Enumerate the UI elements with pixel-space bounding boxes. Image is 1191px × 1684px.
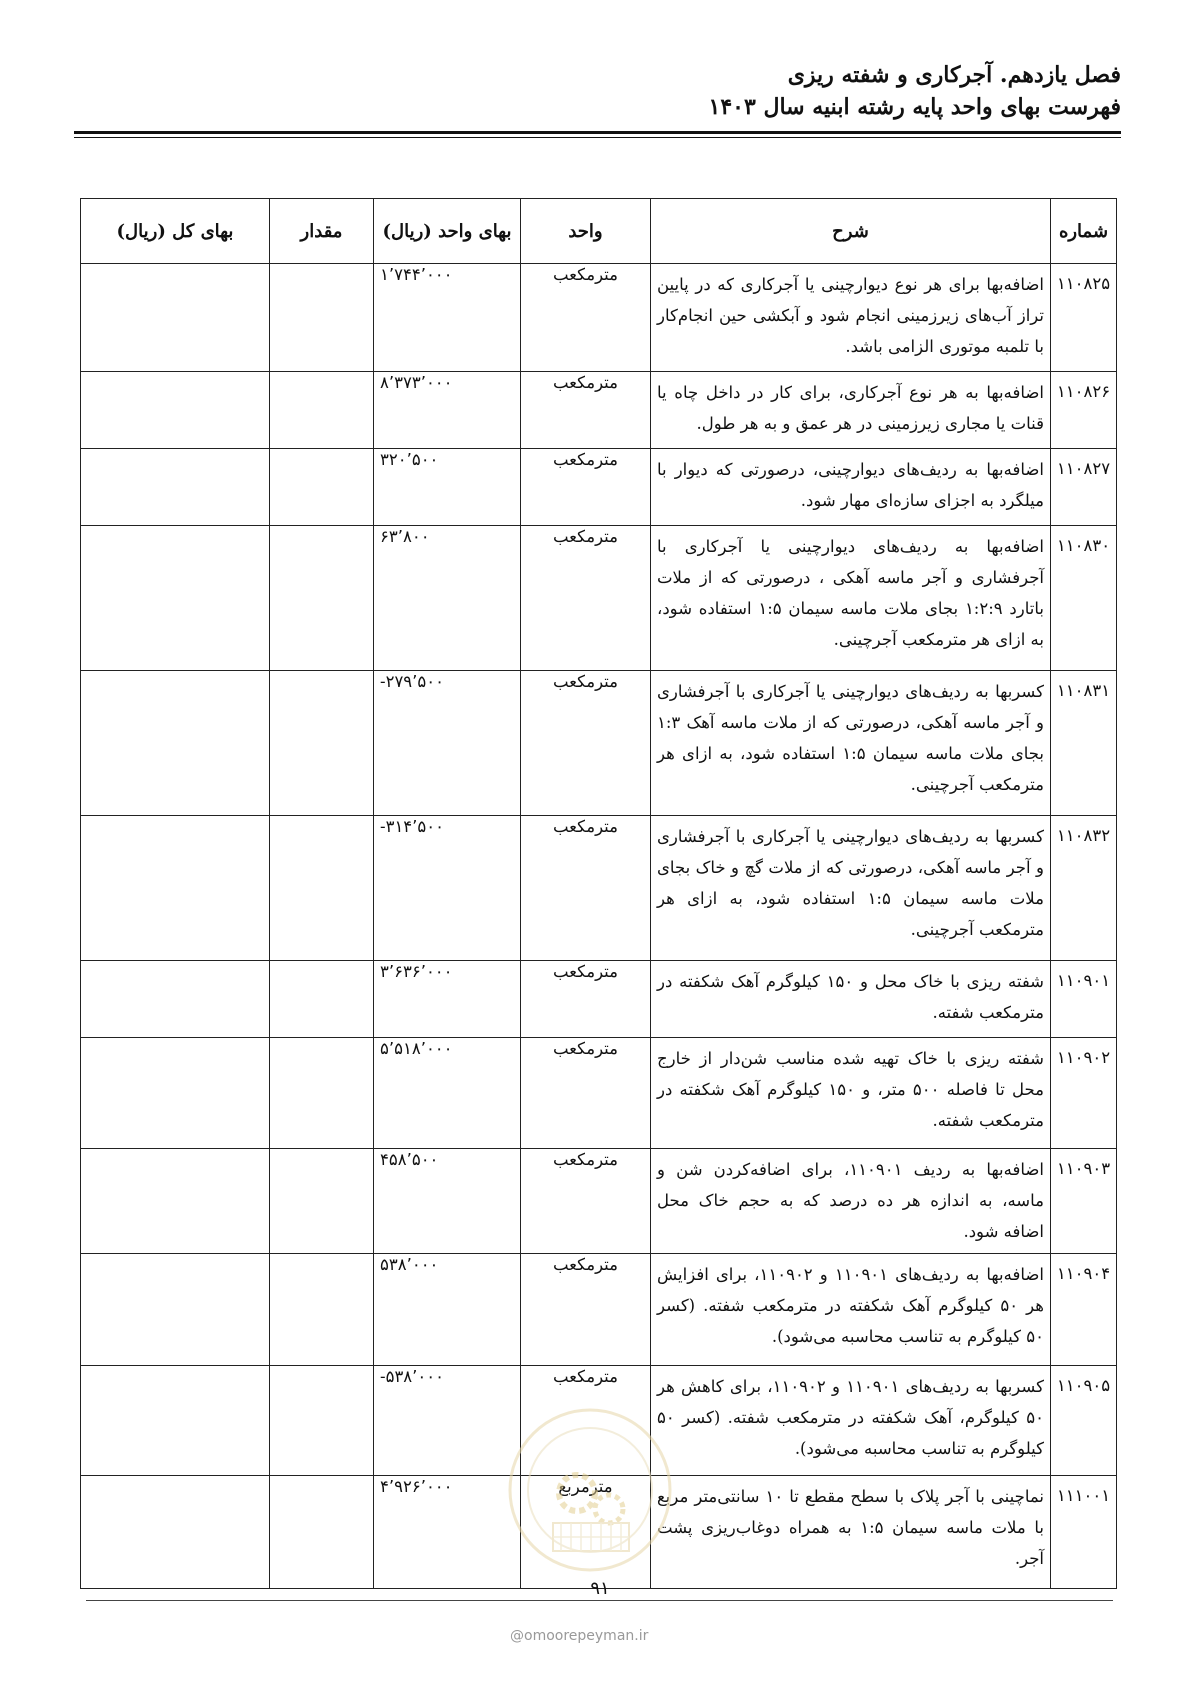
table-row [81,961,1117,1038]
item-number: ۱۱۰۹۰۱ [1051,961,1117,1038]
item-unit: مترمکعب [521,526,651,671]
item-description: اضافه‌بها به ردیف‌های ۱۱۰۹۰۱ و ۱۱۰۹۰۲، برای افزایش هر ۵۰ کیلوگرم آهک شکفته در مترمکعب شفته. (کسر ۵۰ کیلوگرم به تناسب محاسبه می‌شود). [651,1254,1051,1366]
item-unit-price: ۳٬۶۳۶٬۰۰۰ [374,961,521,1038]
item-quantity [270,1149,374,1254]
item-quantity [270,1476,374,1589]
item-description: اضافه‌بها به ردیف‌های دیوارچینی یا آجرکاری با آجرفشاری و آجر ماسه آهکی ، درصورتی که از ملات باتارد ۱:۲:۹ بجای ملات ماسه سیمان ۱:۵ استفاده شود، به ازای هر مترمکعب آجرچینی. [651,526,1051,671]
item-description: اضافه‌بها برای هر نوع دیوارچینی یا آجرکاری که در پایین تراز آب‌های زیرزمینی انجام شود و آبکشی حین انجام‌کار با تلمبه موتوری الزامی باشد. [651,264,1051,372]
item-total-price [81,1254,270,1366]
item-unit: مترمکعب [521,1254,651,1366]
column-header-number: شماره [1051,199,1117,264]
item-unit: مترمربع [521,1476,651,1589]
item-unit-price: -۳۱۴٬۵۰۰ [374,816,521,961]
item-quantity [270,264,374,372]
item-quantity [270,961,374,1038]
item-unit: مترمکعب [521,449,651,526]
item-quantity [270,1038,374,1149]
item-description: شفته ریزی با خاک تهیه شده مناسب شن‌دار از خارج محل تا فاصله ۵۰۰ متر، و ۱۵۰ کیلوگرم آهک شکفته در مترمکعب شفته. [651,1038,1051,1149]
item-quantity [270,526,374,671]
item-quantity [270,671,374,816]
column-header-unit: واحد [521,199,651,264]
item-description: شفته ریزی با خاک محل و ۱۵۰ کیلوگرم آهک شکفته در مترمکعب شفته. [651,961,1051,1038]
item-number: ۱۱۰۸۳۰ [1051,526,1117,671]
header-rule-thin [74,137,1121,138]
table-row [81,1254,1117,1366]
item-quantity [270,1366,374,1476]
table-row [81,526,1117,671]
item-unit-price: -۵۳۸٬۰۰۰ [374,1366,521,1476]
item-number: ۱۱۰۸۲۷ [1051,449,1117,526]
item-unit-price: ۸٬۳۷۳٬۰۰۰ [374,372,521,449]
item-unit-price: ۵٬۵۱۸٬۰۰۰ [374,1038,521,1149]
table-header-row [81,199,1117,264]
table-row [81,816,1117,961]
list-title: فهرست بهای واحد پایه رشته ابنیه سال ۱۴۰۳ [708,94,1121,120]
item-number: ۱۱۰۸۳۱ [1051,671,1117,816]
header-rule-thick [74,131,1121,134]
item-number: ۱۱۰۹۰۲ [1051,1038,1117,1149]
site-watermark: @omoorepeyman.ir [510,1628,649,1644]
table-row [81,264,1117,372]
item-description: کسربها به ردیف‌های دیوارچینی یا آجرکاری با آجرفشاری و آجر ماسه آهکی، درصورتی که از ملات ماسه آهک ۱:۳ بجای ملات ماسه سیمان ۱:۵ استفاده شود، به ازای هر مترمکعب آجرچینی. [651,671,1051,816]
item-unit-price: ۳۲۰٬۵۰۰ [374,449,521,526]
column-header-description: شرح [651,199,1051,264]
item-total-price [81,1149,270,1254]
item-unit-price: ۴۵۸٬۵۰۰ [374,1149,521,1254]
item-unit-price: ۱٬۷۴۴٬۰۰۰ [374,264,521,372]
item-unit: مترمکعب [521,671,651,816]
item-total-price [81,961,270,1038]
item-total-price [81,1038,270,1149]
table-row [81,449,1117,526]
footer-rule [86,1600,1113,1601]
item-unit-price: ۶۳٬۸۰۰ [374,526,521,671]
table-row [81,1038,1117,1149]
item-number: ۱۱۰۹۰۳ [1051,1149,1117,1254]
table-row [81,671,1117,816]
item-description: اضافه‌بها به هر نوع آجرکاری، برای کار در داخل چاه یا قنات یا مجاری زیرزمینی در هر عمق و به هر طول. [651,372,1051,449]
item-total-price [81,449,270,526]
item-quantity [270,449,374,526]
item-unit-price: ۵۳۸٬۰۰۰ [374,1254,521,1366]
price-table [80,198,1117,1589]
item-unit: مترمکعب [521,1149,651,1254]
item-number: ۱۱۰۸۲۵ [1051,264,1117,372]
item-unit: مترمکعب [521,372,651,449]
item-number: ۱۱۰۸۲۶ [1051,372,1117,449]
item-description: کسربها به ردیف‌های دیوارچینی یا آجرکاری با آجرفشاری و آجر ماسه آهکی، درصورتی که از ملات گچ و خاک بجای ملات ماسه سیمان ۱:۵ استفاده شود، به ازای هر مترمکعب آجرچینی. [651,816,1051,961]
item-description: اضافه‌بها به ردیف‌های دیوارچینی، درصورتی که دیوار با میلگرد به اجزای سازه‌ای مهار شود. [651,449,1051,526]
item-number: ۱۱۰۹۰۴ [1051,1254,1117,1366]
item-unit: مترمکعب [521,1366,651,1476]
item-description: نماچینی با آجر پلاک با سطح مقطع تا ۱۰ سانتی‌متر مربع با ملات ماسه سیمان ۱:۵ به همراه دوغاب‌ریزی پشت آجر. [651,1476,1051,1589]
page-header [709,60,1121,122]
table-row [81,372,1117,449]
item-unit: مترمکعب [521,264,651,372]
item-total-price [81,1366,270,1476]
column-header-unit-price: بهای واحد (ریال) [374,199,521,264]
page-number: ۹۱ [590,1578,610,1599]
item-description: اضافه‌بها به ردیف ۱۱۰۹۰۱، برای اضافه‌کردن شن و ماسه، به اندازه هر ده درصد که به حجم خاک محل اضافه شود. [651,1149,1051,1254]
column-header-total-price: بهای کل (ریال) [81,199,270,264]
item-unit: مترمکعب [521,816,651,961]
item-total-price [81,264,270,372]
watermark-seal-icon [505,1405,675,1575]
item-unit: مترمکعب [521,961,651,1038]
item-total-price [81,816,270,961]
item-number: ۱۱۱۰۰۱ [1051,1476,1117,1589]
item-quantity [270,1254,374,1366]
item-total-price [81,671,270,816]
item-unit: مترمکعب [521,1038,651,1149]
item-number: ۱۱۰۹۰۵ [1051,1366,1117,1476]
item-total-price [81,372,270,449]
item-total-price [81,1476,270,1589]
item-description: کسربها به ردیف‌های ۱۱۰۹۰۱ و ۱۱۰۹۰۲، برای کاهش هر ۵۰ کیلوگرم، آهک شکفته در مترمکعب شفته. (کسر ۵۰ کیلوگرم به تناسب محاسبه می‌شود). [651,1366,1051,1476]
item-quantity [270,372,374,449]
chapter-title: فصل یازدهم. آجرکاری و شفته ریزی [787,62,1121,88]
item-total-price [81,526,270,671]
item-unit-price: ۴٬۹۲۶٬۰۰۰ [374,1476,521,1589]
item-unit-price: -۲۷۹٬۵۰۰ [374,671,521,816]
item-quantity [270,816,374,961]
column-header-quantity: مقدار [270,199,374,264]
item-number: ۱۱۰۸۳۲ [1051,816,1117,961]
table-row [81,1149,1117,1254]
